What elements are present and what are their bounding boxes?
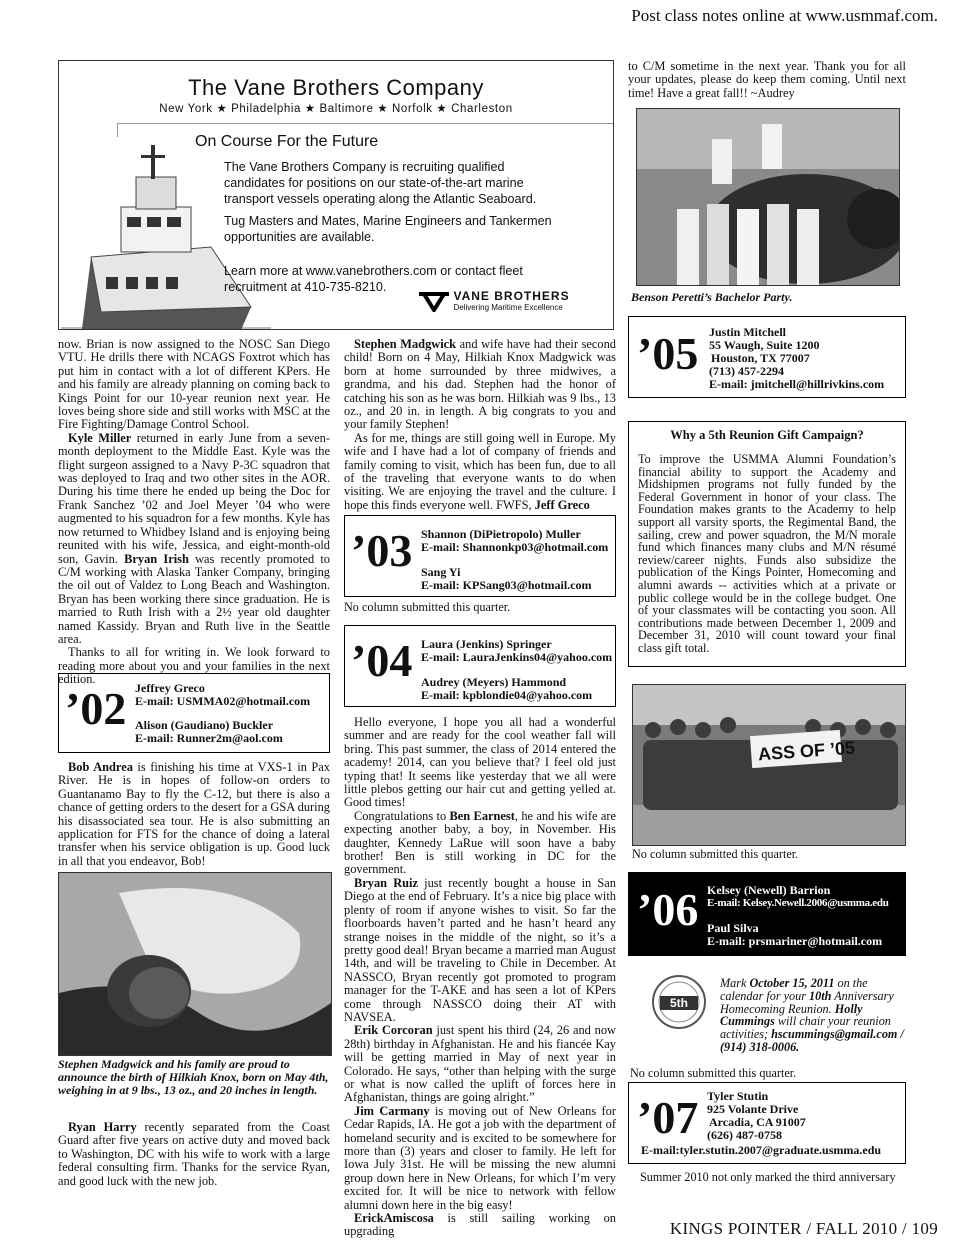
paragraph-erik: just spent his third (24, 26 and now 28th) birthday in Afghanistan. He and his fiancée Kay will be getting married in May of next year in Colorado. He says, “other than helping with the surge or what is now called the uplift of forces here in Afghanistan, things are going alright.”: [344, 1023, 616, 1105]
paragraph-bob: is finishing his time at VXS-1 in Pax River. He is in hopes of follow-on orders to Guantanamo Bay to fly the C-12, but there is also a chance of getting orders to the desert for a GSA during his disassociated sea tour. He is also submitting an application for FTS for the chance of doing a lateral transfer when his service obligation is up. Good luck in all that you endeavor, Bob!: [58, 760, 331, 868]
ad-cities: New York ★ Philadelphia ★ Baltimore ★ Norfolk ★ Charleston: [159, 103, 513, 115]
paragraph-jim: is moving out of New Orleans for Cedar Rapids, IA. He got a job with the department of homeland security and is excited to be somewhere for more than (3) years and closer to family. He left for Iowa July 31st. He will be missing the new alumni group down here in New Orleans, for which I’m very excited for. It will be nice to network with fellow alumni down here in the big easy!: [344, 1103, 617, 1212]
class-02-line-1: Jeffrey Greco: [135, 681, 205, 695]
class-04-year: ’04: [351, 635, 413, 686]
class-06-line-1: Kelsey (Newell) Barrion: [707, 883, 831, 897]
class-04-line-3: Audrey (Meyers) Hammond: [421, 675, 567, 689]
class-06-box: [628, 872, 906, 956]
class-03-line-2: E-mail: Shannonkp03@hotmail.com: [421, 540, 609, 554]
column-2-top: [344, 338, 616, 512]
ad-paragraph-1: The Vane Brothers Company is recruiting qualified candidates for positions on our state-of-the-art marine transport vessels operating along the Atlantic Seaboard.: [224, 160, 537, 206]
name-stephen-madgwick: Stephen Madgwick: [354, 337, 457, 351]
class-05-box: [628, 316, 906, 398]
vane-logo-mark-icon: [419, 290, 449, 312]
column-1-ryan: [58, 1121, 330, 1188]
class-03-line-1: Shannon (DiPietropolo) Muller: [421, 527, 581, 541]
paragraph-erick: is still sailing working on upgrading: [344, 1211, 616, 1239]
reunion-text-1: Mark: [720, 976, 750, 990]
paragraph-bryan-ruiz: just recently bought a house in San Diego at the end of February. It’s a nice big place with plenty of room if anyone wishes to visit. So far the floorboards haven’t parted and he hasn’t heard any strange noises in the middle of the night, so it’s a pretty good deal! Bryan became a married man August 14th, and will be traveling to Chile in December. At NASSCO, Bryan recently got promoted to program manager for the T-AKE and has seen a lot of KPers come through NASSCO doing their AT with NAVSEA.: [344, 875, 616, 1024]
class-02-box: [58, 673, 330, 753]
class-05-line-1: Justin Mitchell: [709, 325, 786, 339]
paragraph-brian: now. Brian is now assigned to the NOSC San Diego VTU. He drills there with NCAGS Foxtrot which has put him in contact with a lot of different KPers. He and his family are already planning on coming back to Kings Point for our 10-year reunion next year. He loves being shore side and still works with MSC at the Fire Fighting/Damage Control School.: [58, 337, 330, 432]
class-06-no-column: No column submitted this quarter.: [630, 1066, 797, 1080]
class-07-line-5: E-mail:tyler.stutin.2007@graduate.usmma.edu: [641, 1143, 882, 1157]
class-03-box: [344, 515, 616, 597]
signature-jeff-greco: Jeff Greco: [534, 497, 590, 512]
header-note: Post class notes online at www.usmmaf.com.: [631, 6, 938, 25]
ad-logo-tagline: Delivering Maritime Excellence: [453, 303, 563, 312]
bachelor-party-image: [637, 109, 899, 285]
class-07-line-2: 925 Volante Drive: [707, 1102, 799, 1116]
baby-photo-image: [59, 873, 331, 1055]
class-03-year: ’03: [351, 525, 413, 576]
class-03-line-3: Sang Yi: [421, 565, 461, 579]
ad-logo-text: VANE BROTHERS: [453, 289, 570, 303]
class-04-line-2: E-mail: LauraJenkins04@yahoo.com: [421, 650, 613, 664]
reunion-event: 10th: [809, 988, 832, 1003]
name-kyle-miller: Kyle Miller: [68, 430, 132, 445]
column-1-bob: [58, 761, 330, 868]
class-05-line-5: E-mail: jmitchell@hillrivkins.com: [709, 377, 885, 391]
class-of-05-photo: [632, 684, 906, 846]
paragraph-hello: Hello everyone, I hope you all had a wonderful summer and are ready for the cool weather fall will bring. This past summer, the class of 2014 entered the academy! 2014, can you believe that? I feel old just typing that! It seems like yesterday that we all were little plebos getting our hair cut and getting yelled at. Good times!: [344, 715, 616, 810]
class-05-no-column: No column submitted this quarter.: [632, 847, 799, 861]
summer-2010-text: Summer 2010 not only marked the third anniversary: [640, 1170, 896, 1184]
reunion-chair: Holly Cummings: [720, 1001, 863, 1029]
reunion-notice: [720, 977, 904, 1054]
bachelor-party-photo: [636, 108, 900, 286]
vane-brothers-ad: [58, 60, 614, 330]
class-05-line-2: 55 Waugh, Suite 1200: [709, 338, 820, 352]
paragraph-stephen: and wife have had their second child! Born on 4 May, Hilkiah Knox Madgwick was born at home surrounded by three midwives, a grandma, and his dad. Stephen had the honor of catching his son as he was born. Hilkiah was 9 lbs., 13 oz., and 20 in. in length. A big congrats to you and your family Stephen!: [344, 337, 617, 432]
class-of-05-image: [633, 685, 905, 845]
class-03-no-column: No column submitted this quarter.: [344, 600, 511, 614]
class-02-year: ’02: [65, 683, 127, 734]
class-06-line-4: E-mail: prsmariner@hotmail.com: [707, 934, 883, 948]
class-06-year: ’06: [637, 884, 699, 935]
name-jim-carmany: Jim Carmany: [354, 1103, 430, 1118]
class-02-line-3: Alison (Gaudiano) Buckler: [135, 718, 274, 732]
reunion-text-3: Anniversary Homecoming Reunion.: [720, 988, 894, 1016]
paragraph-kyle: returned in early June from a seven-month deployment to the Middle East. Kyle was the flight surgeon assigned to a Navy P-3C squadron that was deployed to Iraq and two other sites in the AOR. During his time there he ended up being the Doc for Frank Sanchez ’02 and Joel Meyer ’04 who were augmented to his squadron for a few months. Kyle has now returned to Whidbey Island and is enjoying being reunited with his wife, Jessica, and eight-month-old son, Gavin.: [58, 430, 330, 566]
paragraph-audrey: to C/M sometime in the next year. Thank you for all your updates, please do keep them coming. Until next time! Have a great fall!! ~Audrey: [628, 59, 906, 100]
reunion-phone: / (914) 318-0006.: [720, 1027, 904, 1054]
5th-reunion-badge-icon: [648, 972, 710, 1032]
column-3-top: [628, 60, 906, 100]
class-04-box: [344, 625, 616, 707]
ad-company-name: The Vane Brothers Company: [188, 75, 484, 100]
page-footer: KINGS POINTER / FALL 2010 / 109: [669, 1219, 938, 1238]
reunion-text-4: will chair your reunion activities;: [720, 1014, 891, 1042]
class-03-line-4: E-mail: KPSang03@hotmail.com: [421, 578, 592, 592]
badge-text: 5th: [670, 996, 688, 1010]
class-07-line-1: Tyler Stutin: [707, 1089, 769, 1103]
name-bryan-irish: Bryan Irish: [124, 551, 189, 566]
reunion-email: hscummings@gmail.com: [771, 1027, 898, 1042]
name-bryan-ruiz: Bryan Ruiz: [354, 875, 418, 890]
name-erick-amiscosa: ErickAmiscosa: [354, 1211, 434, 1226]
class-07-year: ’07: [637, 1092, 699, 1143]
class-05-line-4: (713) 457-2294: [709, 364, 784, 378]
vane-brothers-logo: [419, 289, 570, 312]
paragraph-bryan-irish: was recently promoted to C/M working with Alaska Tanker Company, bringing the oil out of Valdez to Long Beach and Washington. Bryan has been working there since graduation. He is married to Ruth Irish with a 2½ year old daughter named Kassidy. Bryan and Ruth live in the Seattle area.: [58, 551, 331, 646]
bachelor-party-caption: Benson Peretti’s Bachelor Party.: [631, 290, 793, 304]
baby-photo: [58, 872, 332, 1056]
class-05-year: ’05: [637, 328, 699, 379]
name-bob-andrea: Bob Andrea: [68, 760, 133, 774]
paragraph-ben: , he and his wife are expecting another baby, a boy, in November. His daughter, Kennedy LaRue will soon have a baby brother! Ben is still working in DC for the government.: [344, 808, 616, 877]
name-ben-earnest: Ben Earnest: [449, 808, 515, 823]
paragraph-europe: As for me, things are still going well in Europe. My wife and I have had a lot of company of friends and family coming to visit, which has been fun, due to all of the traveling that everyone wants to do when visiting. We are enjoying the travel and the culture. I hope this finds everyone well. FWFS,: [344, 430, 616, 512]
class-07-line-4: (626) 487-0758: [707, 1128, 782, 1142]
ad-paragraph-3: Learn more at www.vanebrothers.com or contact fleet recruitment at 410-735-8210.: [224, 264, 523, 294]
name-ryan-harry: Ryan Harry: [68, 1120, 137, 1134]
baby-photo-caption: Stephen Madgwick and his family are proud to announce the birth of Hilkiah Knox, born on May 4th, weighing in at 9 lbs., 13 oz., and 20 inches in length.: [58, 1057, 329, 1097]
class-06-line-3: Paul Silva: [707, 921, 759, 935]
why-body: To improve the USMMA Alumni Foundation’s financial ability to support the Academy and Midshipmen programs not fully funded by the Federal Government in honor of your class. The Foundation makes grants to the Academy to help support all varsity sports, the Regimental Band, the sailing, crew and power squadron, the M/N morale fund which finances many clubs and M/N résumé review/career nights. Funds also subsidize the publication of the Kings Pointer, Homecoming and alumni awards -- activities which at a private or public college would be in the college budget. One of your classmates will be contacting you soon. All contributions made between December 1, 2009 and December 31, 2010 will count toward your final class gift total.: [638, 452, 896, 655]
reunion-date: October 15, 2011: [749, 976, 835, 990]
column-1-top: [58, 338, 330, 687]
ad-paragraph-2: Tug Masters and Mates, Marine Engineers and Tankermen opportunities are available.: [224, 214, 552, 244]
class-05-line-3: Houston, TX 77007: [711, 351, 810, 365]
paragraph-thanks: Thanks to all for writing in. We look forward to reading more about you and your families in the next edition.: [58, 645, 330, 687]
class-04-line-1: Laura (Jenkins) Springer: [421, 637, 552, 651]
why-title: Why a 5th Reunion Gift Campaign?: [670, 428, 864, 442]
column-2-bottom: [344, 716, 616, 1239]
class-07-box: [628, 1082, 906, 1164]
reunion-text-2: on the calendar for your: [720, 976, 868, 1003]
name-erik-corcoran: Erik Corcoran: [354, 1023, 433, 1038]
class-02-line-2: E-mail: USMMA02@hotmail.com: [135, 694, 311, 708]
paragraph-ryan: recently separated from the Coast Guard after five years on active duty and moved back to Washington, DC with his wife to work with a large federal consulting firm. Thanks for the service Ryan, and good luck with the new job.: [58, 1120, 330, 1188]
text-congrats: Congratulations to: [354, 808, 450, 823]
ad-headline: On Course For the Future: [195, 133, 379, 150]
class-of-05-banner: ASS OF ’05: [757, 737, 856, 765]
class-02-line-4: E-mail: Runner2m@aol.com: [135, 731, 283, 745]
class-07-line-3: Arcadia, CA 91007: [709, 1115, 806, 1129]
class-06-line-2: E-mail: Kelsey.Newell.2006@usmma.edu: [707, 897, 889, 909]
class-04-line-4: E-mail: kpblondie04@yahoo.com: [421, 688, 593, 702]
why-5th-reunion-box: [628, 421, 906, 667]
